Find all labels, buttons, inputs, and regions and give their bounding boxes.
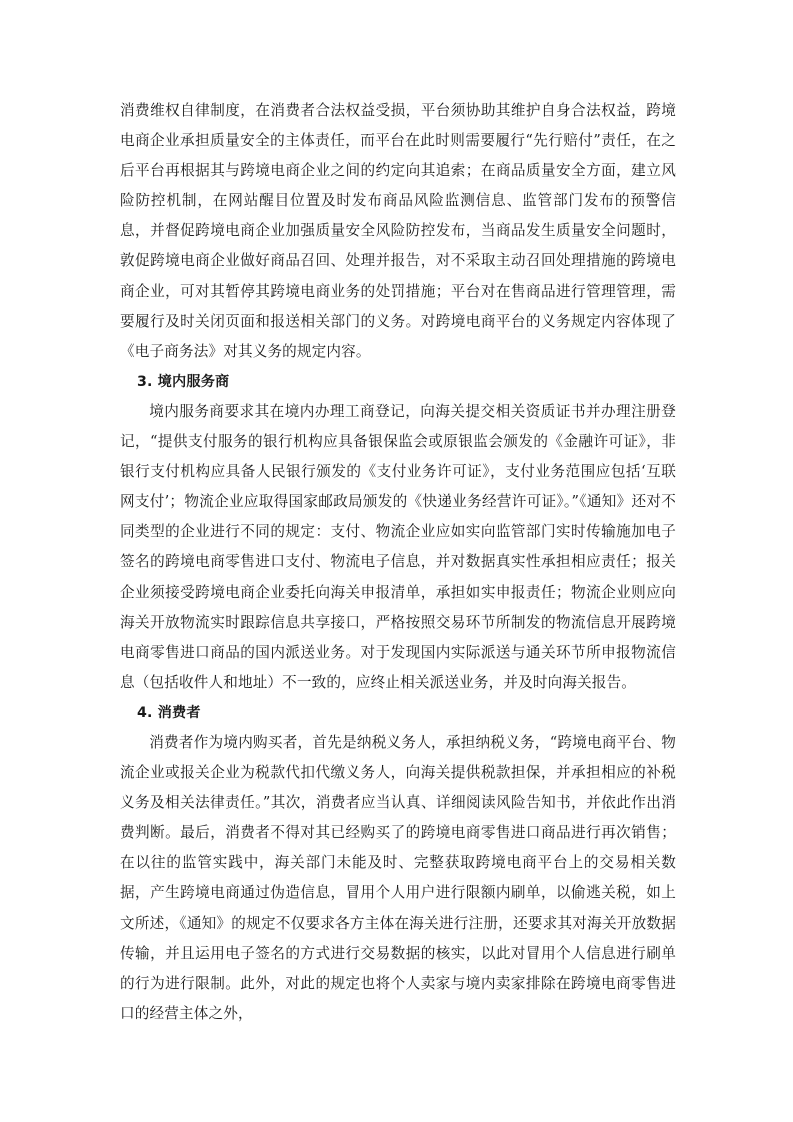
section-heading-domestic-service-providers: 3. 境内服务商 [137,373,230,390]
section-heading-consumers: 4. 消费者 [137,704,201,721]
document-body [120,96,676,1029]
paragraph-platform-obligations: 消费维权自律制度，在消费者合法权益受损，平台须协助其维护自身合法权益，跨境电商企业承担质量安全的主体责任，而平台在此时则需要履行“先行赔付”责任，在之后平台再根据其与跨境电商企业之间的约定向其追索；在商品质量安全方面，建立风险防控机制，在网站醒目位置及时发布商品风险监测信息、监管部门发布的预警信息，并督促跨境电商企业加强质量安全风险防控发布，当商品发生质量安全问题时，敦促跨境电商企业做好商品召回、处理并报告，对不采取主动召回处理措施的跨境电商企业，可对其暂停其跨境电商业务的处罚措施；平台对在售商品进行管理管理，需要履行及时关闭页面和报送相关部门的义务。对跨境电商平台的义务规定内容体现了《电子商务法》对其义务的规定内容。 [120,102,676,360]
paragraph-consumers: 消费者作为境内购买者，首先是纳税义务人，承担纳税义务，“跨境电商平台、物流企业或报关企业为税款代扣代缴义务人，向海关提供税款担保，并承担相应的补税义务及相关法律责任。”其次，消费者应当认真、详细阅读风险告知书，并依此作出消费判断。最后，消费者不得对其已经购买了的跨境电商零售进口商品进行再次销售；在以往的监管实践中，海关部门未能及时、完整获取跨境电商平台上的交易相关数据，产生跨境电商通过伪造信息，冒用个人用户进行限额内刷单，以偷逃关税，如上文所述，《通知》的规定不仅要求各方主体在海关进行注册，还要求其对海关开放数据传输，并且运用电子签名的方式进行交易数据的核实，以此对冒用个人信息进行刷单的行为进行限制。此外，对此的规定也将个人卖家与境内卖家排除在跨境电商零售进口的经营主体之外， [120,733,676,1022]
paragraph-domestic-service-providers: 境内服务商要求其在境内办理工商登记，向海关提交相关资质证书并办理注册登记，“提供支付服务的银行机构应具备银保监会或原银监会颁发的《金融许可证》，非银行支付机构应具备人民银行颁发的《支付业务许可证》，支付业务范围应包括‘互联网支付’；物流企业应取得国家邮政局颁发的《快递业务经营许可证》。”《通知》还对不同类型的企业进行不同的规定：支付、物流企业应如实向监管部门实时传输施加电子签名的跨境电商零售进口支付、物流电子信息，并对数据真实性承担相应责任；报关企业须接受跨境电商企业委托向海关申报清单，承担如实申报责任；物流企业则应向海关开放物流实时跟踪信息共享接口，严格按照交易环节所制发的物流信息开展跨境电商零售进口商品的国内派送业务。对于发现国内实际派送与通关环节所申报物流信息（包括收件人和地址）不一致的，应终止相关派送业务，并及时向海关报告。 [120,402,676,691]
